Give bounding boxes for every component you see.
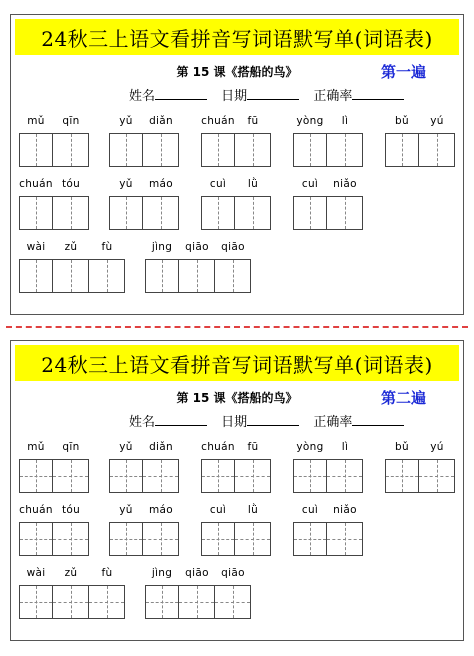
writing-box[interactable]	[109, 522, 143, 556]
accuracy-field[interactable]	[352, 413, 404, 426]
pinyin-syllable: wài	[26, 567, 46, 579]
writing-boxes	[293, 459, 363, 493]
pinyin-row	[19, 441, 89, 455]
writing-box[interactable]	[143, 459, 179, 493]
pinyin-syllable: qiāo	[185, 241, 209, 253]
writing-boxes	[293, 133, 363, 167]
writing-box[interactable]	[235, 196, 271, 230]
writing-boxes	[201, 133, 271, 167]
writing-box[interactable]	[327, 522, 363, 556]
writing-boxes	[19, 133, 89, 167]
writing-box[interactable]	[145, 585, 179, 619]
pinyin-row	[19, 567, 125, 581]
pinyin-row	[19, 178, 89, 192]
pinyin-syllable: yǔ	[119, 441, 133, 453]
writing-boxes	[293, 196, 363, 230]
pinyin-row	[19, 115, 89, 129]
writing-box[interactable]	[293, 459, 327, 493]
word-item	[145, 241, 251, 293]
writing-box[interactable]	[19, 459, 53, 493]
writing-boxes	[19, 585, 125, 619]
writing-boxes	[19, 196, 89, 230]
writing-boxes	[145, 585, 251, 619]
pinyin-syllable: yú	[430, 115, 444, 127]
pinyin-syllable: cuì	[209, 178, 227, 190]
pinyin-syllable: fū	[247, 441, 259, 453]
pinyin-syllable: diǎn	[149, 441, 173, 453]
pinyin-syllable: yòng	[296, 441, 324, 453]
writing-box[interactable]	[53, 585, 89, 619]
pinyin-syllable: zǔ	[64, 567, 78, 579]
writing-box[interactable]	[201, 522, 235, 556]
pinyin-row	[385, 441, 455, 455]
writing-box[interactable]	[19, 585, 53, 619]
word-item	[201, 441, 271, 493]
writing-box[interactable]	[53, 133, 89, 167]
pinyin-row	[293, 178, 363, 192]
pass-label: 第二遍	[381, 389, 427, 407]
accuracy-label: 正确率	[313, 415, 353, 430]
pinyin-syllable: qiāo	[185, 567, 209, 579]
pinyin-syllable: cuì	[301, 178, 319, 190]
writing-boxes	[201, 522, 271, 556]
pinyin-syllable: mǔ	[27, 441, 45, 453]
writing-box[interactable]	[215, 585, 251, 619]
writing-box[interactable]	[19, 522, 53, 556]
word-item	[201, 115, 271, 167]
word-item	[293, 178, 363, 230]
writing-box[interactable]	[89, 585, 125, 619]
writing-box[interactable]	[109, 133, 143, 167]
pinyin-syllable: qīn	[62, 115, 80, 127]
writing-box[interactable]	[53, 259, 89, 293]
pass-label: 第一遍	[381, 63, 427, 81]
writing-boxes	[109, 522, 179, 556]
pinyin-syllable: bǔ	[395, 115, 409, 127]
pinyin-syllable: yǔ	[119, 504, 133, 516]
word-item	[19, 241, 125, 293]
pinyin-syllable: zǔ	[64, 241, 78, 253]
word-item	[19, 178, 89, 230]
word-item	[109, 441, 179, 493]
pinyin-syllable: qiāo	[221, 567, 245, 579]
pinyin-syllable: jìng	[151, 241, 173, 253]
word-item	[385, 441, 455, 493]
pinyin-row	[293, 441, 363, 455]
pinyin-row	[19, 504, 89, 518]
pinyin-syllable: fū	[247, 115, 259, 127]
word-item	[293, 441, 363, 493]
writing-box[interactable]	[143, 133, 179, 167]
name-field[interactable]	[155, 87, 207, 100]
accuracy-label: 正确率	[313, 89, 353, 104]
word-item	[19, 115, 89, 167]
pinyin-row	[109, 504, 179, 518]
pinyin-syllable: fù	[101, 567, 113, 579]
writing-box[interactable]	[53, 196, 89, 230]
writing-box[interactable]	[179, 259, 215, 293]
pinyin-row	[201, 115, 271, 129]
pinyin-syllable: lǜ	[247, 504, 259, 516]
writing-box[interactable]	[179, 585, 215, 619]
pinyin-syllable: jìng	[151, 567, 173, 579]
writing-boxes	[109, 133, 179, 167]
word-item	[201, 504, 271, 556]
pinyin-row	[109, 441, 179, 455]
cut-line	[6, 326, 468, 328]
writing-box[interactable]	[53, 459, 89, 493]
writing-box[interactable]	[385, 133, 419, 167]
writing-boxes	[19, 522, 89, 556]
lesson-title: 第 15 课《搭船的鸟》	[176, 65, 298, 79]
writing-box[interactable]	[19, 133, 53, 167]
pinyin-syllable: máo	[149, 178, 173, 190]
pinyin-row	[201, 178, 271, 192]
pinyin-syllable: bǔ	[395, 441, 409, 453]
writing-box[interactable]	[201, 459, 235, 493]
writing-box[interactable]	[235, 459, 271, 493]
pinyin-row	[201, 504, 271, 518]
writing-box[interactable]	[419, 133, 455, 167]
writing-box[interactable]	[53, 522, 89, 556]
word-item	[19, 504, 89, 556]
writing-boxes	[109, 196, 179, 230]
pinyin-syllable: qīn	[62, 441, 80, 453]
writing-box[interactable]	[89, 259, 125, 293]
pinyin-syllable: tóu	[61, 178, 81, 190]
writing-boxes	[19, 459, 89, 493]
writing-box[interactable]	[327, 196, 363, 230]
writing-boxes	[201, 196, 271, 230]
pinyin-syllable: lì	[341, 441, 349, 453]
date-label: 日期	[221, 89, 248, 104]
word-item	[19, 441, 89, 493]
word-item	[201, 178, 271, 230]
writing-boxes	[293, 522, 363, 556]
student-info	[129, 85, 404, 104]
writing-boxes	[201, 459, 271, 493]
writing-box[interactable]	[385, 459, 419, 493]
pinyin-row	[145, 567, 251, 581]
worksheet-title: 24秋三上语文看拼音写词语默写单(词语表)	[15, 19, 459, 55]
word-item	[293, 115, 363, 167]
writing-box[interactable]	[293, 522, 327, 556]
pinyin-row	[293, 504, 363, 518]
writing-box[interactable]	[143, 196, 179, 230]
pinyin-syllable: diǎn	[149, 115, 173, 127]
worksheet-title: 24秋三上语文看拼音写词语默写单(词语表)	[15, 345, 459, 381]
name-label: 姓名	[129, 415, 156, 430]
pinyin-row	[145, 241, 251, 255]
pinyin-syllable: cuì	[209, 504, 227, 516]
name-label: 姓名	[129, 89, 156, 104]
pinyin-syllable: yǔ	[119, 115, 133, 127]
writing-boxes	[109, 459, 179, 493]
word-item	[293, 504, 363, 556]
pinyin-syllable: qiāo	[221, 241, 245, 253]
writing-box[interactable]	[109, 459, 143, 493]
writing-boxes	[19, 259, 125, 293]
pinyin-syllable: niǎo	[333, 504, 357, 516]
writing-box[interactable]	[19, 196, 53, 230]
word-item	[145, 567, 251, 619]
writing-box[interactable]	[235, 133, 271, 167]
writing-boxes	[145, 259, 251, 293]
pinyin-syllable: chuán	[19, 504, 53, 516]
writing-box[interactable]	[109, 196, 143, 230]
word-item	[109, 504, 179, 556]
writing-box[interactable]	[235, 522, 271, 556]
pinyin-syllable: niǎo	[333, 178, 357, 190]
pinyin-syllable: fù	[101, 241, 113, 253]
pinyin-syllable: mǔ	[27, 115, 45, 127]
pinyin-row	[109, 115, 179, 129]
writing-box[interactable]	[145, 259, 179, 293]
writing-box[interactable]	[419, 459, 455, 493]
pinyin-row	[201, 441, 271, 455]
pinyin-syllable: chuán	[19, 178, 53, 190]
date-field[interactable]	[247, 413, 299, 426]
lesson-title: 第 15 课《搭船的鸟》	[176, 391, 298, 405]
pinyin-syllable: wài	[26, 241, 46, 253]
accuracy-field[interactable]	[352, 87, 404, 100]
writing-boxes	[385, 133, 455, 167]
word-item	[19, 567, 125, 619]
writing-box[interactable]	[201, 196, 235, 230]
writing-box[interactable]	[215, 259, 251, 293]
name-field[interactable]	[155, 413, 207, 426]
pinyin-syllable: cuì	[301, 504, 319, 516]
pinyin-syllable: lǜ	[247, 178, 259, 190]
pinyin-syllable: yòng	[296, 115, 324, 127]
pinyin-syllable: máo	[149, 504, 173, 516]
pinyin-syllable: chuán	[201, 441, 235, 453]
pinyin-row	[19, 241, 125, 255]
pinyin-syllable: lì	[341, 115, 349, 127]
writing-box[interactable]	[293, 196, 327, 230]
pinyin-syllable: tóu	[61, 504, 81, 516]
pinyin-row	[109, 178, 179, 192]
pinyin-row	[385, 115, 455, 129]
writing-box[interactable]	[201, 133, 235, 167]
student-info	[129, 411, 404, 430]
word-item	[109, 115, 179, 167]
pinyin-syllable: yǔ	[119, 178, 133, 190]
word-item	[385, 115, 455, 167]
writing-box[interactable]	[327, 133, 363, 167]
worksheet-1	[10, 14, 464, 315]
writing-box[interactable]	[327, 459, 363, 493]
pinyin-syllable: yú	[430, 441, 444, 453]
writing-box[interactable]	[293, 133, 327, 167]
word-item	[109, 178, 179, 230]
pinyin-row	[293, 115, 363, 129]
writing-box[interactable]	[143, 522, 179, 556]
worksheet-2	[10, 340, 464, 641]
writing-boxes	[385, 459, 455, 493]
date-label: 日期	[221, 415, 248, 430]
pinyin-syllable: chuán	[201, 115, 235, 127]
date-field[interactable]	[247, 87, 299, 100]
writing-box[interactable]	[19, 259, 53, 293]
